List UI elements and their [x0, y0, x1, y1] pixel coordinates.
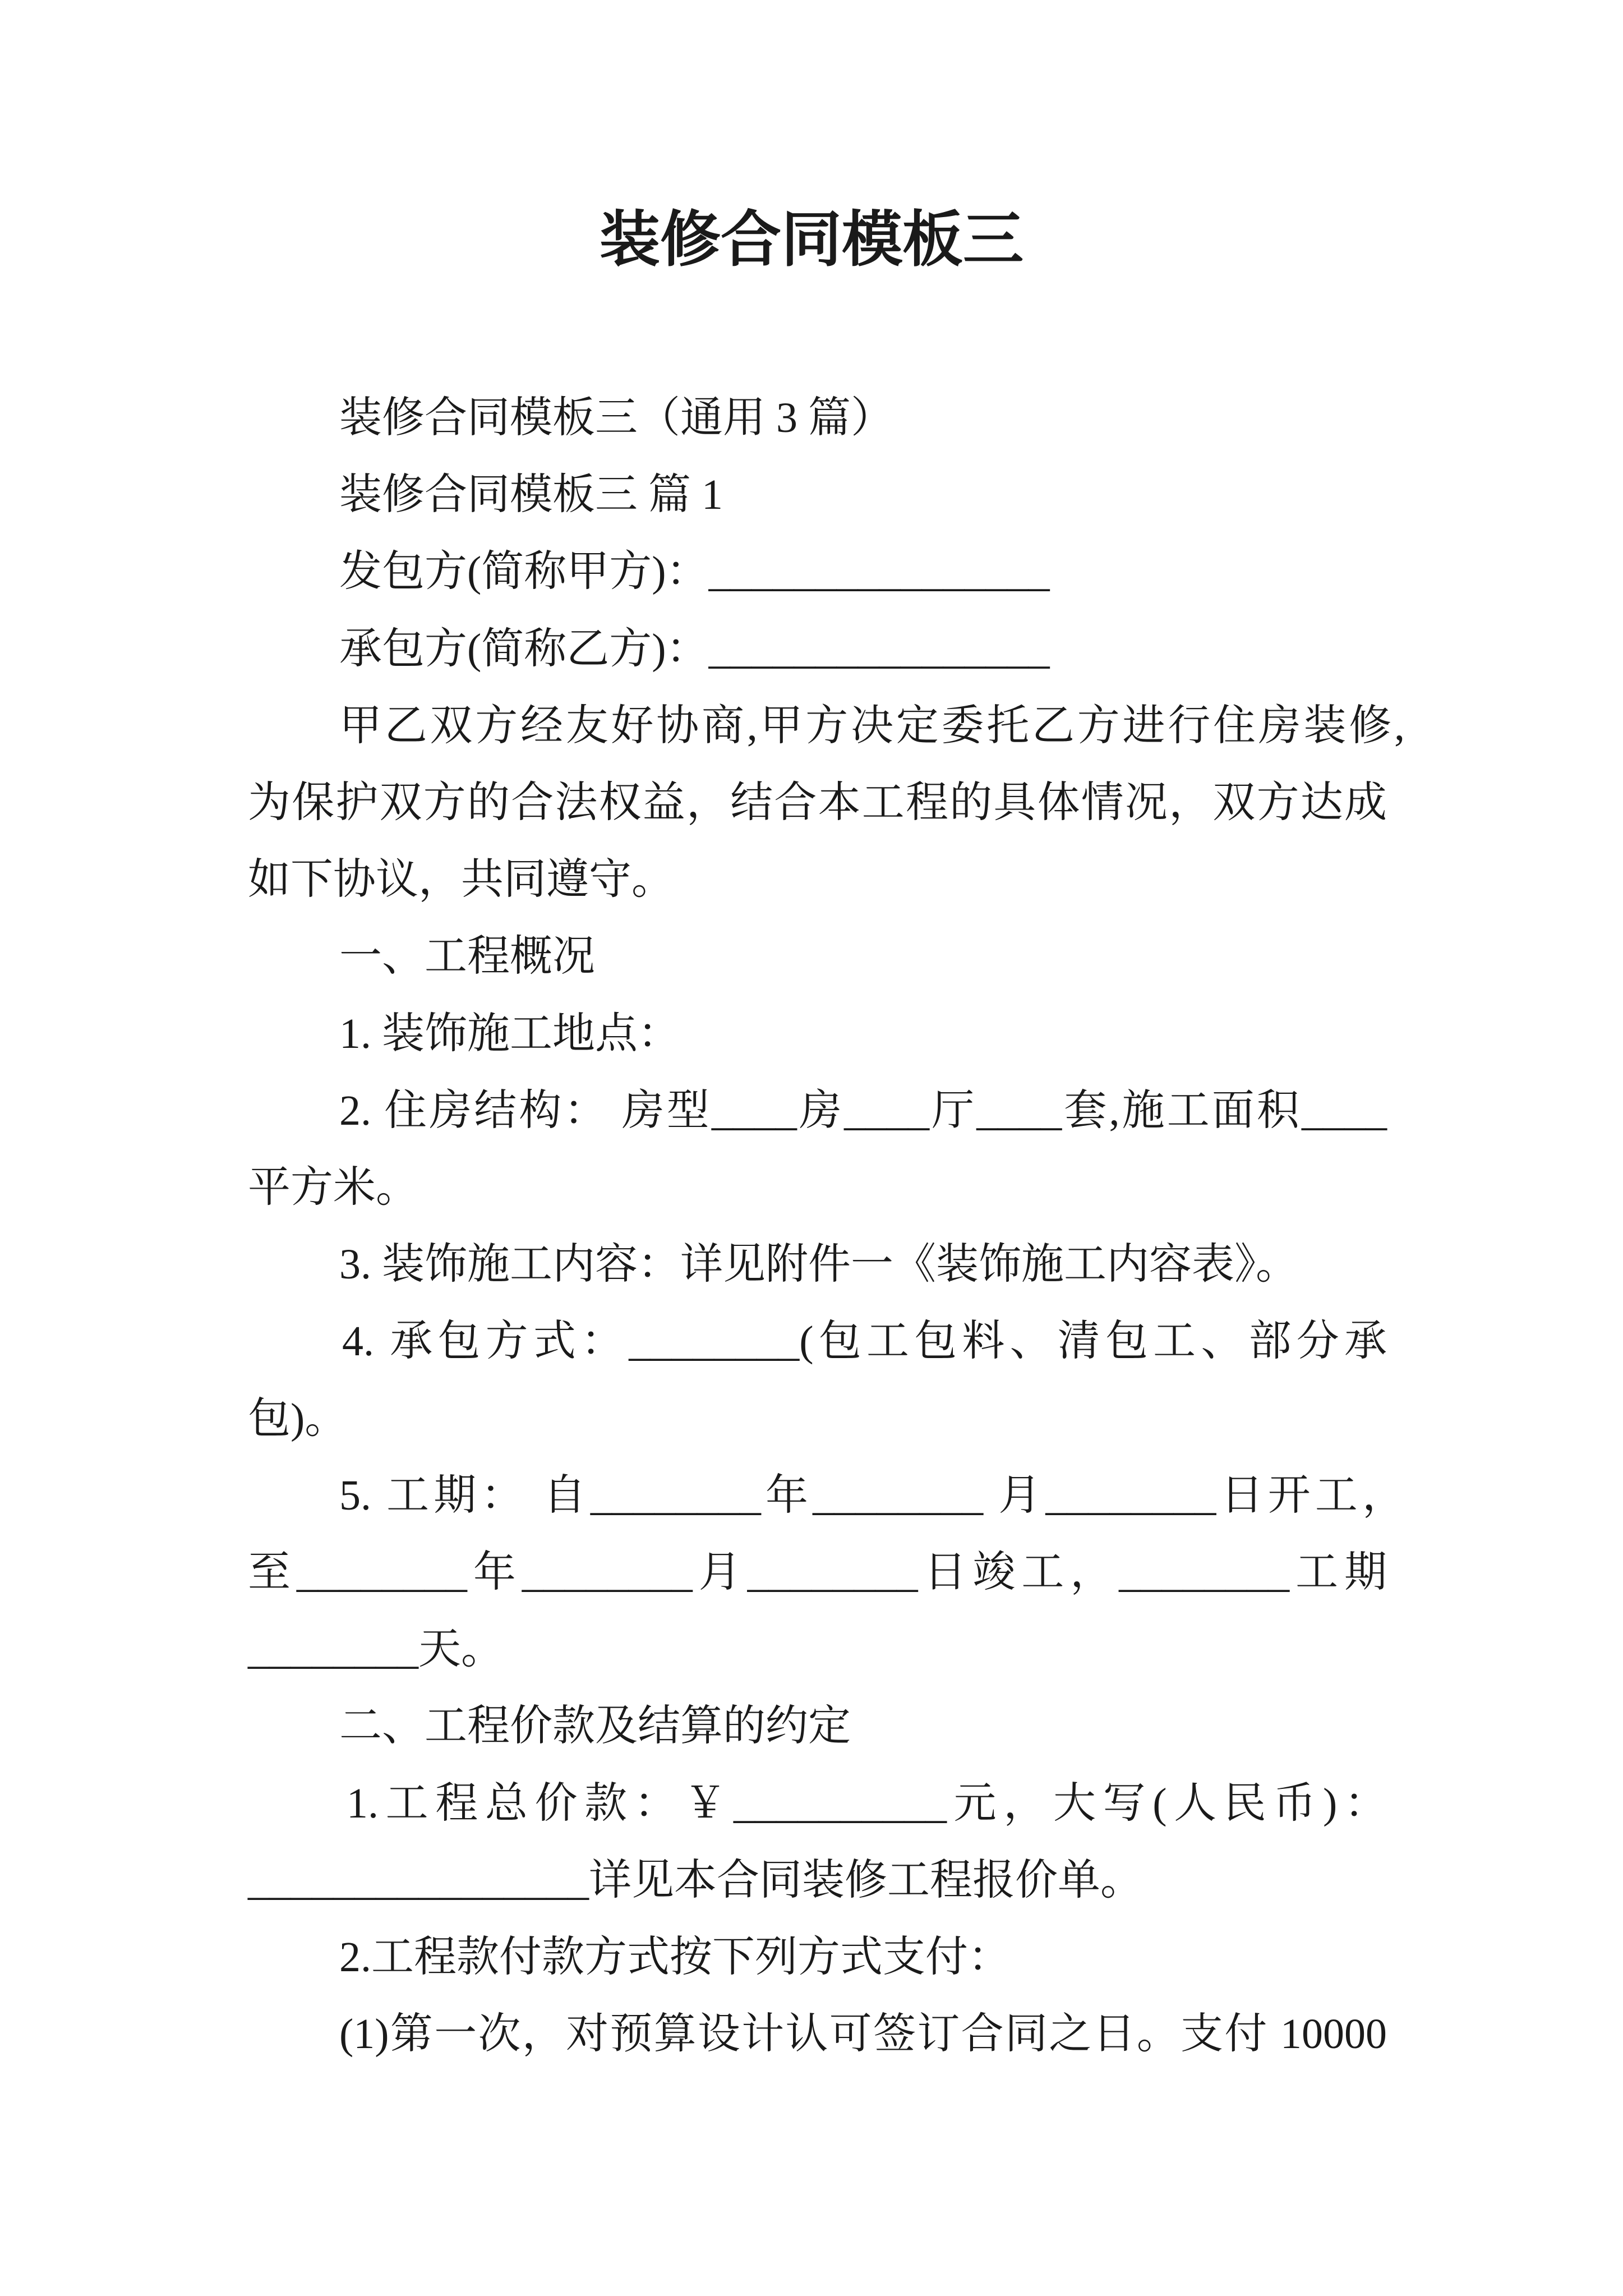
text-line: 2.工程款付款方式按下列方式支付：	[339, 1934, 1011, 1981]
text-line: 4. 承包方式：________(包工包料、清包工、部分承	[342, 1318, 1387, 1365]
text-line: ________________详见本合同装修工程报价单。	[248, 1857, 1143, 1904]
text-line: 5. 工期： 自________年________ 月________日开工，	[339, 1472, 1405, 1519]
text-line: 包)。	[248, 1395, 348, 1442]
text-line: 如下协议，共同遵守。	[248, 856, 674, 903]
text-line: 承包方(简称乙方)：________________	[339, 625, 1050, 673]
page-title: 装修合同模板三	[599, 207, 1023, 274]
text-line: 二、工程价款及结算的约定	[339, 1703, 851, 1750]
text-line: 装修合同模板三 篇 1	[339, 471, 723, 518]
text-line: 至________年________月________日竣工，________工期	[248, 1549, 1387, 1596]
text-line: 1. 装饰施工地点：	[339, 1010, 680, 1057]
text-line: 1.工程总价款：￥__________元，大写(人民币)：	[347, 1780, 1387, 1827]
text-line: 为保护双方的合法权益，结合本工程的具体情况，双方达成	[248, 779, 1387, 826]
text-line: 2. 住房结构： 房型____房____厅____套,施工面积____	[339, 1087, 1387, 1134]
text-line: 平方米。	[248, 1164, 418, 1211]
text-line: 甲乙双方经友好协商,甲方决定委托乙方进行住房装修,	[339, 702, 1405, 749]
text-line: 3. 装饰施工内容：详见附件一《装饰施工内容表》。	[339, 1241, 1298, 1288]
text-line: 一、工程概况	[339, 933, 595, 980]
text-line: 装修合同模板三（通用 3 篇）	[339, 394, 893, 441]
text-line: 发包方(简称甲方)：________________	[339, 548, 1050, 595]
text-line: (1)第一次，对预算设计认可签订合同之日。支付 10000	[339, 2010, 1387, 2058]
text-line: ________天。	[248, 1626, 504, 1673]
